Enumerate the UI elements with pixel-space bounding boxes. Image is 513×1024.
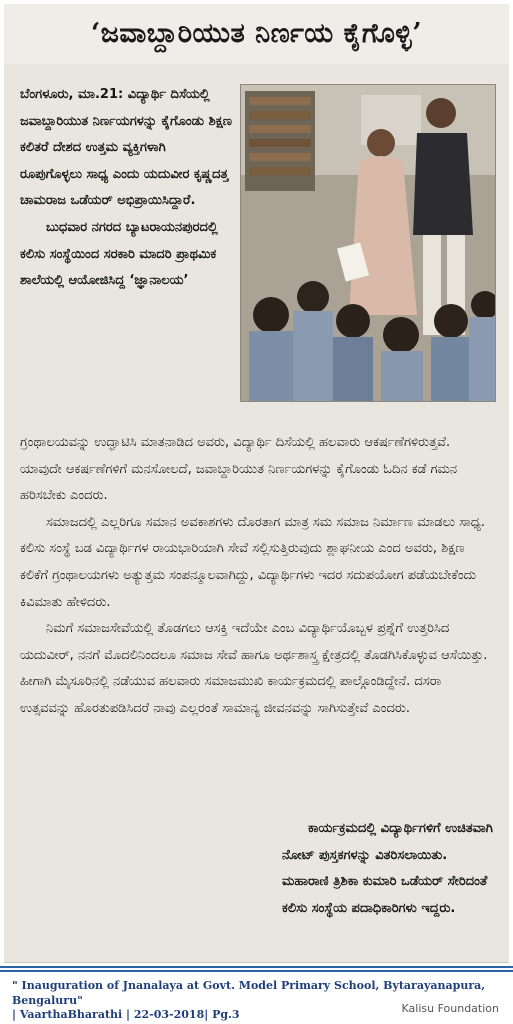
article-closing (282, 816, 494, 922)
event-photo-illustration (241, 85, 495, 401)
clipping-divider (4, 962, 509, 963)
paragraph-equal-opportunity: ಸಮಾಜದಲ್ಲಿ ಎಲ್ಲರಿಗೂ ಸಮಾನ ಅವಕಾಶಗಳು ದೊರತಾಗ ಮಾತ್ರ ಸಮ ಸಮಾಜ ನಿರ್ಮಾಣ ಮಾಡಲು ಸಾಧ್ಯ. ಕಲಿಸು ಸಂಸ್ಥೆ ಬಡ ವಿದ್ಯಾರ್ಥಿಗಳ ರಾಯಭಾರಿಯಾಗಿ ಸೇವೆ ಸಲ್ಲಿಸುತ್ತಿರುವುದು ಶ್ಲಾಘನೀಯ ಎಂದ ಅವರು, ಶಿಕ್ಷಣ ಕಲಿಕೆಗೆ ಗ್ರಂಥಾಲಯಗಳು ಅತ್ಯುತ್ತಮ ಸಂಪನ್ಮೂಲವಾಗಿದ್ದು, ವಿದ್ಯಾರ್ಥಿಗಳು ಇದರ ಸದುಪಯೋಗ ಪಡೆಯಬೇಕೆಂದು ಕಿವಿಮಾತು ಹೇಳಿದರು. (20, 514, 486, 610)
foundation-credit: Kalisu Foundation (401, 1002, 499, 1015)
newspaper-clipping (4, 4, 509, 962)
caption-rule (0, 966, 513, 972)
paragraph-inauguration-rest: ಗ್ರಂಥಾಲಯವನ್ನು ಉದ್ಘಾಟಿಸಿ ಮಾತನಾಡಿದ ಅವರು, ವಿದ್ಯಾರ್ಥಿ ದಿಸೆಯಲ್ಲಿ ಹಲವಾರು ಆಕರ್ಷಣೆಗಳಿರುತ್ತವೆ. ಯಾವುದೇ ಆಕರ್ಷಣೆಗಳಿಗೆ ಮನಸೋಲದೆ, ಜವಾಬ್ದಾರಿಯುತ ನಿರ್ಣಯಗಳನ್ನು ಕೈಗೊಂಡು ಓದಿನ ಕಡೆ ಗಮನ ಹರಿಸಬೇಕು ಎಂದರು. (20, 435, 458, 504)
caption-source: | VaarthaBharathi | 22-03-2018| Pg.3 (12, 1008, 240, 1021)
article-body (20, 430, 494, 723)
paragraph-inauguration-start: ಬುಧವಾರ ನಗರದ ಬ್ಯಾಟರಾಯನಪುರದಲ್ಲಿ ಕಲಿಸು ಸಂಸ್ಥೆಯಿಂದ ಸರಕಾರಿ ಮಾದರಿ ಪ್ರಾಥಮಿಕ ಶಾಲೆಯಲ್ಲಿ ಆಯೋಜಿಸಿದ್ದ ‘ಜ್ಞಾನಾಲಯ’ (20, 219, 218, 289)
article-headline: ‘ಜವಾಬ್ದಾರಿಯುತ ನಿರ್ಣಯ ಕೈಗೊಳ್ಳಿ’ (4, 4, 509, 64)
article-column-text (20, 82, 232, 424)
source-caption (12, 979, 502, 1023)
event-photo (240, 84, 496, 402)
paragraph-social-service: ನಿಮಗೆ ಸಮಾಜಸೇವೆಯಲ್ಲಿ ತೊಡಗಲು ಆಸಕ್ತಿ ಇದೆಯೇ ಎಂಬ ವಿದ್ಯಾರ್ಥಿಯೊಬ್ಬಳ ಪ್ರಶ್ನೆಗೆ ಉತ್ತರಿಸಿದ ಯದುವೀರ್, ನನಗೆ ಮೊದಲಿನಿಂದಲೂ ಸಮಾಜ ಸೇವೆ ಹಾಗೂ ಅರ್ಥಶಾಸ್ತ್ರ ಕ್ಷೇತ್ರದಲ್ಲಿ ತೊಡಗಿಸಿಕೊಳ್ಳುವ ಆಸೆಯಿತ್ತು. ಹೀಗಾಗಿ ಮೈಸೂರಿನಲ್ಲಿ ನಡೆಯುವ ಹಲವಾರು ಸಮಾಜಮುಖಿ ಕಾರ್ಯಕ್ರಮದಲ್ಲಿ ಪಾಲ್ಗೊಂಡಿದ್ದೇನೆ. ದಸರಾ ಉತ್ಸವವನ್ನು ಹೊರತುಪಡಿಸಿದರೆ ನಾವು ಎಲ್ಲರಂತೆ ಸಾಮಾನ್ಯ ಜೀವನವನ್ನು ಸಾಗಿಸುತ್ತೇವೆ ಎಂದರು. (20, 621, 488, 716)
caption-title: " Inauguration of Jnanalaya at Govt. Model Primary School, Bytarayanapura, Bengaluru" (12, 979, 486, 1007)
paragraph-closing: ಕಾರ್ಯಕ್ರಮದಲ್ಲಿ ವಿದ್ಯಾರ್ಥಿಗಳಿಗೆ ಉಚಿತವಾಗಿ ನೋಟ್ ಪುಸ್ತಕಗಳನ್ನು ವಿತರಿಸಲಾಯಿತು. ಮಹಾರಾಣಿ ತ್ರಿಶಿಕಾ ಕುಮಾರಿ ಒಡೆಯರ್ ಸೇರಿದಂತೆ ಕಲಿಸು ಸಂಸ್ಥೆಯ ಪದಾಧಿಕಾರಿಗಳು ಇದ್ದರು. (282, 821, 493, 916)
paragraph-intro: ಬೆಂಗಳೂರು, ಮಾ.21: ವಿದ್ಯಾರ್ಥಿ ದಿಸೆಯಲ್ಲಿ ಜವಾಬ್ದಾರಿಯುತ ನಿರ್ಣಯಗಳನ್ನು ಕೈಗೊಂಡು ಶಿಕ್ಷಣ ಕಲಿತರೆ ದೇಶದ ಉತ್ತಮ ವ್ಯಕ್ತಿಗಳಾಗಿ ರೂಪುಗೊಳ್ಳಲು ಸಾಧ್ಯ ಎಂದು ಯದುವೀರ ಕೃಷ್ಣದತ್ತ ಚಾಮರಾಜ ಒಡೆಯರ್ ಅಭಿಪ್ರಾಯಿಸಿದ್ದಾರೆ. (20, 87, 232, 209)
